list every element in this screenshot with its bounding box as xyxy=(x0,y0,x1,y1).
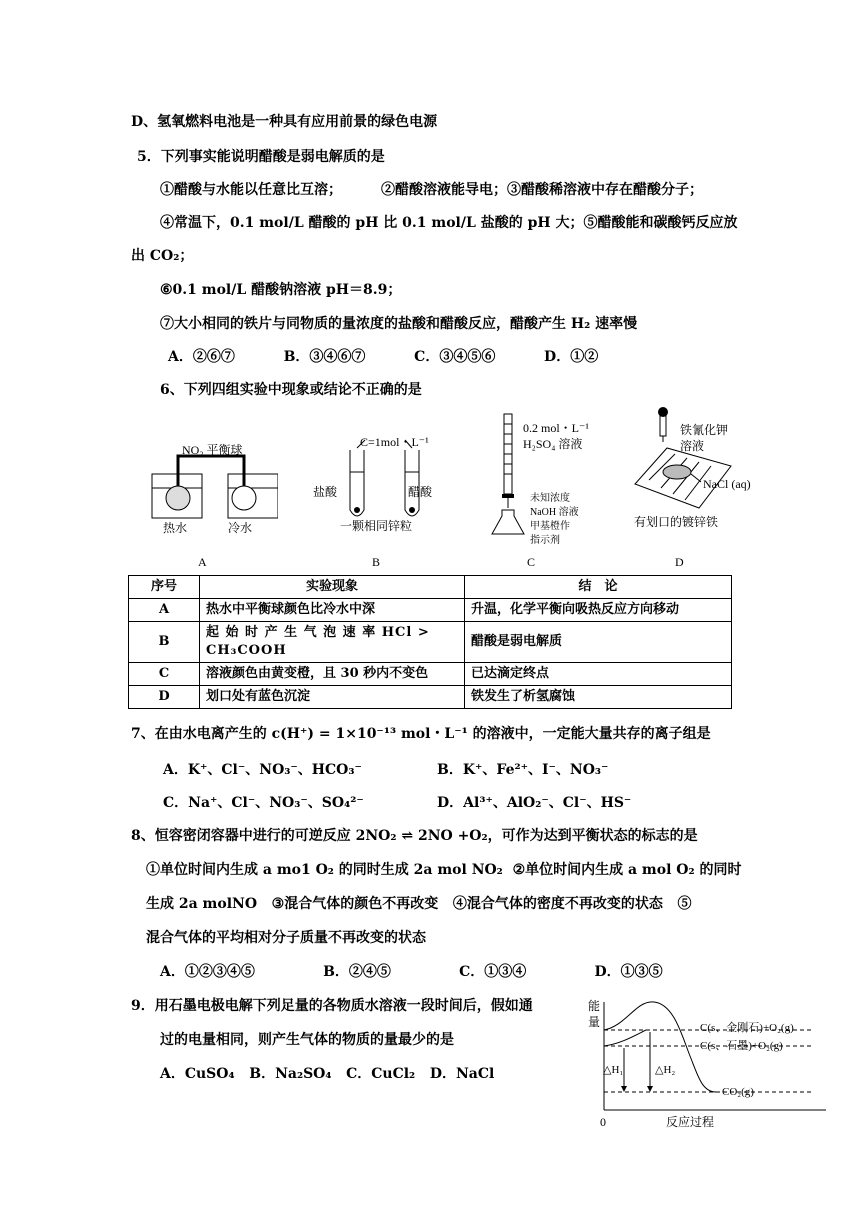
q5-options: A．②⑥⑦ B．③④⑥⑦ C．③④⑤⑥ D．①② xyxy=(168,349,599,365)
figure-d-reagent-2: 溶液 xyxy=(680,439,705,453)
figure-c-label: C xyxy=(527,555,536,569)
energy-dh1-label: △H₁ xyxy=(603,1064,624,1076)
q8-line-3: 混合气体的平均相对分子质量不再改变的状态 xyxy=(146,930,426,946)
figure-d-label: D xyxy=(675,555,684,569)
q7-stem: 7、在由水电离产生的 c(H⁺) = 1×10⁻¹³ mol・L⁻¹ 的溶液中，一定能大量共存的离子组是 xyxy=(131,726,711,742)
row-phenomenon: 溶液颜色由黄变橙，且 30 秒内不变色 xyxy=(200,663,465,686)
figure-a-title: NO₂ 平衡球 xyxy=(182,443,243,457)
q8-options: A．①②③④⑤ B．②④⑤ C．①③④ D．①③⑤ xyxy=(160,964,663,980)
figure-a-label: A xyxy=(198,555,207,569)
figure-c-base-3: 甲基橙作 xyxy=(530,521,570,532)
figure-c-base-2: NaOH 溶液 xyxy=(530,507,579,518)
q9-line-2: 过的电量相同，则产生气体的物质的量最少的是 xyxy=(160,1032,454,1048)
figure-b-acetic: 醋酸 xyxy=(408,485,433,499)
row-id: C xyxy=(129,663,200,686)
row-phenomenon: 热水中平衡球颜色比冷水中深 xyxy=(200,599,465,622)
table-row xyxy=(129,663,732,686)
figure-b-zinc: 一颗相同锌粒 xyxy=(340,519,413,533)
row-id: A xyxy=(129,599,200,622)
q7-option-d: D．Al³⁺、AlO₂⁻、Cl⁻、HS⁻ xyxy=(437,795,632,811)
q5-stem: 5．下列事实能说明醋酸是弱电解质的是 xyxy=(137,149,385,165)
q5-line-2: ④常温下，0.1 mol/L 醋酸的 pH 比 0.1 mol/L 盐酸的 pH 大；⑤醋酸能和碳酸钙反应放 xyxy=(160,215,738,231)
energy-diagram xyxy=(586,996,836,1131)
row-phenomenon: 划口处有蓝色沉淀 xyxy=(200,686,465,709)
q7-option-b: B．K⁺、Fe²⁺、I⁻、NO₃⁻ xyxy=(437,762,609,778)
energy-x-label: 反应过程 xyxy=(666,1115,715,1129)
energy-diamond-label: C(s、金刚石)+O₂(g) xyxy=(700,1022,794,1034)
row-conclusion: 醋酸是弱电解质 xyxy=(465,622,732,663)
q7-option-a: A．K⁺、Cl⁻、NO₃⁻、HCO₃⁻ xyxy=(163,762,362,778)
row-conclusion: 升温，化学平衡向吸热反应方向移动 xyxy=(465,599,732,622)
energy-graphite-label: C(s、石墨)+O₂(g) xyxy=(700,1040,783,1052)
q5-line-1: ①醋酸与水能以任意比互溶； ②醋酸溶液能导电；③醋酸稀溶液中存在醋酸分子； xyxy=(160,182,703,198)
figure-b-hcl: 盐酸 xyxy=(313,485,338,499)
figure-c-acid-conc: 0.2 mol・L⁻¹ xyxy=(523,421,589,435)
row-id: D xyxy=(129,686,200,709)
q5-line-5: ⑦大小相同的铁片与同物质的量浓度的盐酸和醋酸反应，醋酸产生 H₂ 速率慢 xyxy=(160,316,638,332)
q8-line-1: ①单位时间内生成 a mo1 O₂ 的同时生成 2a mol NO₂ ②单位时间内生成 a mol O₂ 的同时 xyxy=(146,862,742,878)
q6-stem: 6、下列四组实验中现象或结论不正确的是 xyxy=(160,382,422,398)
energy-y-label: 能量 xyxy=(588,999,601,1029)
row-id: B xyxy=(129,622,200,663)
table-row xyxy=(129,599,732,622)
energy-origin: 0 xyxy=(600,1115,606,1129)
graphite-curve xyxy=(604,1030,646,1046)
table-row xyxy=(129,622,732,663)
q5-line-3: 出 CO₂； xyxy=(131,248,194,264)
energy-co2-label: CO₂(g) xyxy=(722,1086,754,1098)
figure-b-label: B xyxy=(372,555,381,569)
table-header-row xyxy=(129,576,732,599)
figure-d-reagent-1: 铁氰化钾 xyxy=(680,423,729,437)
q8-line-2: 生成 2a molNO ③混合气体的颜色不再改变 ④混合气体的密度不再改变的状态 ⑤ xyxy=(146,896,692,912)
row-phenomenon: 起 始 时 产 生 气 泡 速 率 HCl > CH₃COOH xyxy=(200,622,465,663)
figure-d-caption: 有划口的镀锌铁 xyxy=(634,515,719,529)
figure-c-base-4: 指示剂 xyxy=(530,535,560,546)
figure-d-galvanized-iron xyxy=(625,402,735,514)
row-conclusion: 铁发生了析氢腐蚀 xyxy=(465,686,732,709)
figure-a-cold: 冷水 xyxy=(228,521,253,535)
figure-c-acid-name: H₂SO₄ 溶液 xyxy=(523,437,583,451)
energy-dh2-label: △H₂ xyxy=(655,1064,676,1076)
header-number: 序号 xyxy=(129,576,200,599)
figure-a-hot: 热水 xyxy=(163,521,188,535)
previous-option-d: D、氢氧燃料电池是一种具有应用前景的绿色电源 xyxy=(131,114,438,130)
results-table xyxy=(128,575,732,709)
header-conclusion: 结 论 xyxy=(465,576,732,599)
row-conclusion: 已达滴定终点 xyxy=(465,663,732,686)
table-row xyxy=(129,686,732,709)
q9-options: A．CuSO₄ B．Na₂SO₄ C．CuCl₂ D．NaCl xyxy=(160,1066,495,1082)
figure-b-concentration: C=1mol・L⁻¹ xyxy=(360,435,429,449)
figure-c-base-1: 未知浓度 xyxy=(530,493,570,504)
figure-d-nacl: NaCl (aq) xyxy=(703,477,751,491)
q8-stem: 8、恒容密闭容器中进行的可逆反应 2NO₂ ⇌ 2NO +O₂，可作为达到平衡状态的标志的是 xyxy=(131,828,698,844)
q7-option-c: C．Na⁺、Cl⁻、NO₃⁻、SO₄²⁻ xyxy=(163,795,364,811)
header-phenomenon: 实验现象 xyxy=(200,576,465,599)
q5-line-4: ⑥0.1 mol/L 醋酸钠溶液 pH＝8.9； xyxy=(160,282,402,298)
q9-line-1: 9．用石墨电极电解下列足量的各物质水溶液一段时间后，假如通 xyxy=(131,998,533,1014)
